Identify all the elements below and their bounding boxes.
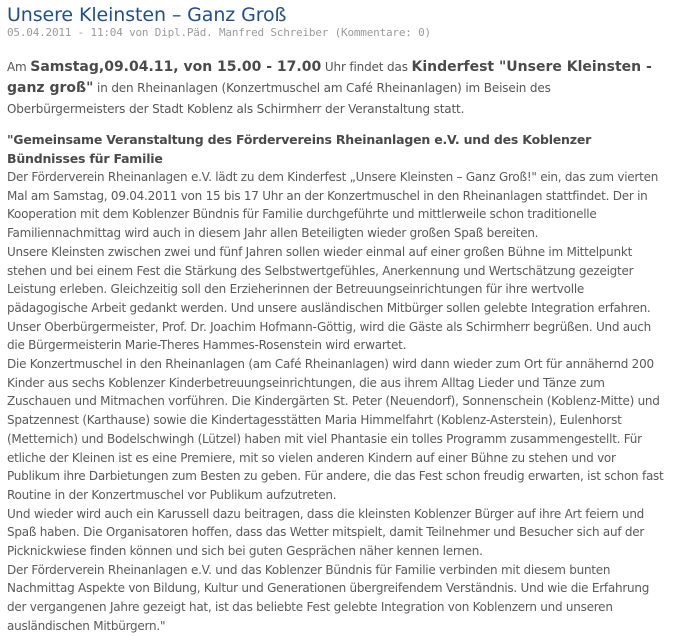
intro-date-highlight: Samstag,09.04.11, von 15.00 - 17.00 bbox=[30, 59, 322, 75]
article-title: Unsere Kleinsten – Ganz Groß bbox=[7, 4, 287, 26]
body-paragraph: Und wieder wird auch ein Karussell dazu beitragen, dass die kleinsten Koblenzer Bürger auf ihre Art feiern und Spaß haben. Die Organisatoren hoffen, dass das Wetter mitspielt, damit Teilnehmer und Besucher sich auf der Picknickwiese finden können und sich bei guten Gesprächen näher kennen lernen. bbox=[7, 506, 645, 559]
body-paragraph: Die Konzertmuschel in den Rheinanlagen (am Café Rheinanlagen) wird dann wieder zum Ort für annähernd 200 Kinder aus sechs Koblenzer Kinderbetreuungseinrichtungen, die aus ihrem Alltag Lieder und Tänze zum Zuschauen und Mitmachen vorführen. Die Kindergärten St. Peter (Neuendorf), Sonnenschein (Koblenz-Mitte) und Spatzennest (Karthause) sowie die Kindertagesstätten Maria Himmelfahrt (Koblenz-Asterstein), Eulenhorst (Metternich) und Bodelschwingh (Lützel) haben mit viel Phantasie ein tolles Programm zusammengestellt. Für etliche der Kleinen ist es eine Premiere, mit so vielen anderen Kindern auf einer Bühne zu stehen und vor Publikum ihre Darbietungen zum Besten zu geben. Für andere, die das Fest schon freudig erwarten, ist schon fast Routine in der Konzertmuschel vor Publikum aufzutreten. bbox=[7, 357, 664, 502]
body-paragraph: Unsere Kleinsten zwischen zwei und fünf Jahren sollen wieder einmal auf einer großen Bühne im Mittelpunkt stehen und bei einem Fest die Stärkung des Selbstwertgefühles, Anerkennung und Wertschätzung gezeigter Leistung erleben. Gleichzeitig soll den Erzieherinnen der Betreuungseinrichtungen für ihre wertvolle pädagogische Arbeit gedankt werden. Und unsere ausländischen Mitbürger sollen gelebte Integration erfahren. Unser Oberbürgermeister, Prof. Dr. Joachim Hofmann-Göttig, wird die Gäste als Schirmherr begrüßen. Und auch die Bürgermeisterin Marie-Theres Hammes-Rosenstein wird erwartet. bbox=[7, 244, 651, 353]
article-author: Dipl.Päd. Manfred Schreiber bbox=[154, 26, 329, 39]
intro-event-highlight: Kinderfest "Unsere Kleinsten - ganz groß" bbox=[7, 59, 652, 96]
intro-text-1: Am bbox=[7, 60, 31, 74]
article-intro bbox=[7, 57, 667, 120]
meta-by: von bbox=[122, 26, 155, 39]
body-paragraph: Der Förderverein Rheinanlagen e.V. und das Koblenzer Bündnis für Familie verbinden mit diesem bunten Nachmittag Aspekte von Bildung, Kultur und Generationen übergreifendem Verständnis. Und wie die Erfahrung der vergangenen Jahre gezeigt hat, ist das beliebte Fest gelebte Integration von Koblenzern und unseren ausländischen Mitbürgern." bbox=[7, 562, 650, 633]
intro-text-2: Uhr findet das bbox=[321, 60, 412, 74]
meta-separator: - bbox=[71, 26, 91, 39]
article-time: 11:04 bbox=[90, 26, 123, 39]
article-date: 05.04.2011 bbox=[7, 26, 72, 39]
article-meta bbox=[7, 26, 667, 39]
comments-count-link[interactable]: (Kommentare: 0) bbox=[328, 26, 431, 39]
body-paragraph: Der Förderverein Rheinanlagen e.V. lädt zu dem Kinderfest „Unsere Kleinsten – Ganz Groß!" ein, das zum vierten Mal am Samstag, 09.04.2011 von 15 bis 17 Uhr an der Konzertmuschel in den Rheinanlagen stattfindet. Der in Kooperation mit dem Koblenzer Bündnis für Familie durchgeführte und mittlerweile schon traditionelle Familiennachmittag wird auch in diesem Jahr allen Beteiligten wieder großen Spaß bereiten. bbox=[7, 170, 659, 241]
intro-text-3: in den Rheinanlagen (Konzertmuschel am Café Rheinanlagen) im Beisein des Oberbürgermeisters der Stadt Koblenz als Schirmherr der Veranstaltung statt. bbox=[7, 81, 551, 116]
quote-heading: "Gemeinsame Veranstaltung des Fördervereins Rheinanlagen e.V. und des Koblenzer Bündnisses für Familie bbox=[7, 132, 592, 166]
